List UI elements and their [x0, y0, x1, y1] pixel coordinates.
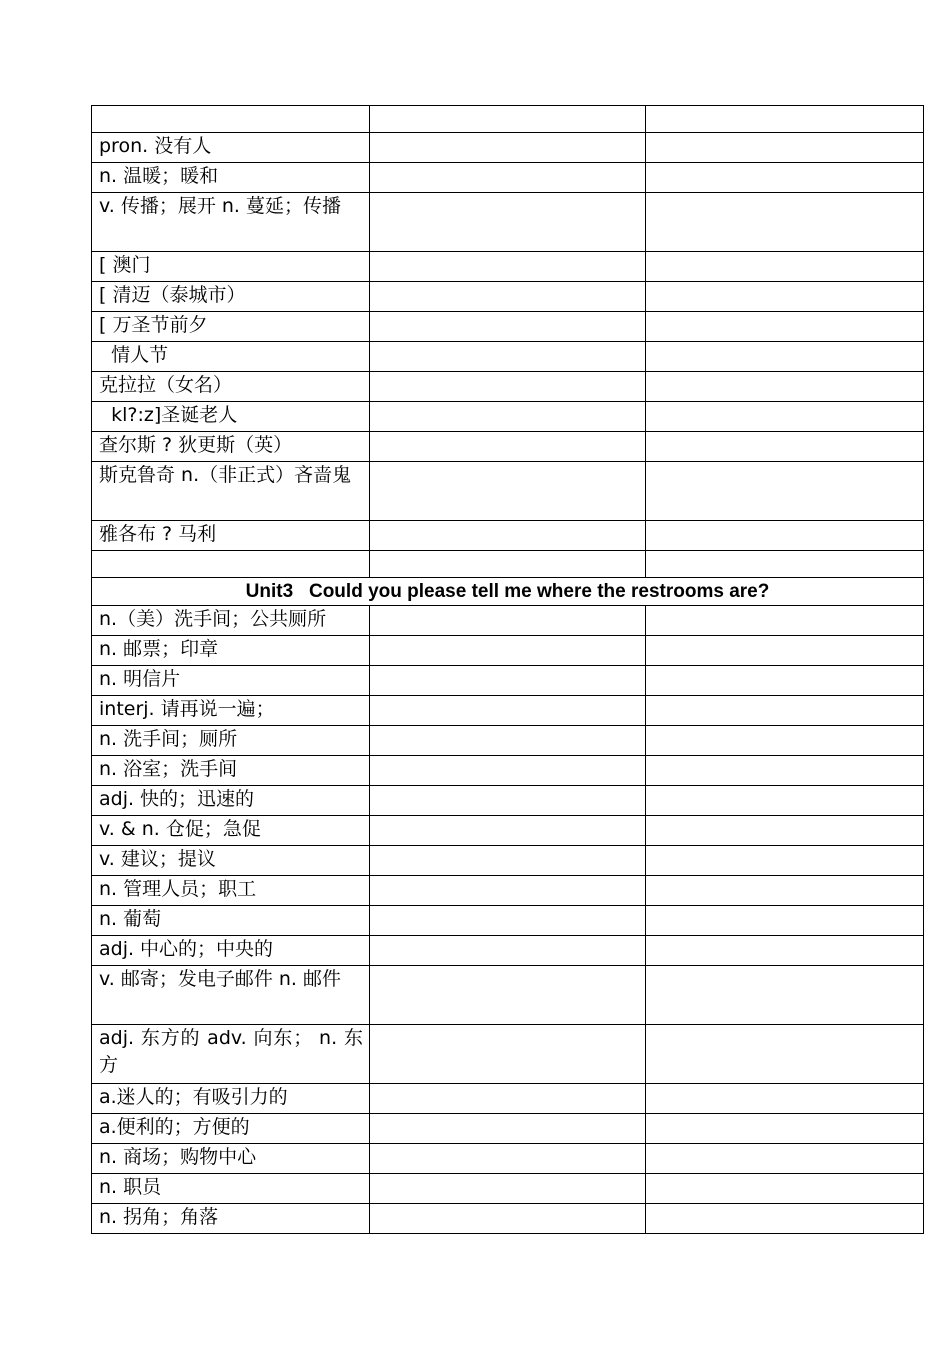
table-row — [92, 1174, 924, 1204]
table-cell — [646, 936, 924, 966]
vocab-meaning: n. 拐角；角落 — [92, 1204, 370, 1234]
vocab-meaning: v. 邮寄；发电子邮件 n. 邮件 — [92, 966, 370, 1025]
table-cell — [370, 163, 646, 193]
vocab-meaning: 克拉拉（女名） — [92, 372, 370, 402]
table-row — [92, 163, 924, 193]
table-cell — [370, 551, 646, 578]
vocab-meaning: 雅各布 ? 马利 — [92, 521, 370, 551]
vocab-meaning: n.（美）洗手间；公共厕所 — [92, 606, 370, 636]
table-cell — [370, 816, 646, 846]
table-cell — [370, 876, 646, 906]
vocab-meaning: [ 万圣节前夕 — [92, 312, 370, 342]
vocab-meaning: a.迷人的；有吸引力的 — [92, 1084, 370, 1114]
vocab-meaning: v. 建议；提议 — [92, 846, 370, 876]
table-cell — [92, 551, 370, 578]
table-row — [92, 462, 924, 521]
table-cell — [370, 432, 646, 462]
table-cell — [646, 726, 924, 756]
vocab-meaning: [ 澳门 — [92, 252, 370, 282]
table-cell — [370, 1174, 646, 1204]
table-cell — [646, 756, 924, 786]
table-cell — [646, 846, 924, 876]
vocab-meaning: n. 职员 — [92, 1174, 370, 1204]
table-cell — [370, 1204, 646, 1234]
table-cell — [646, 282, 924, 312]
table-cell — [370, 756, 646, 786]
table-cell — [646, 666, 924, 696]
vocab-meaning: v. 传播；展开 n. 蔓延；传播 — [92, 193, 370, 252]
table-cell — [646, 372, 924, 402]
table-row — [92, 846, 924, 876]
table-cell — [370, 606, 646, 636]
table-row — [92, 312, 924, 342]
table-cell — [646, 402, 924, 432]
table-row — [92, 106, 924, 133]
table-cell — [646, 966, 924, 1025]
table-row — [92, 521, 924, 551]
table-cell — [92, 106, 370, 133]
table-row — [92, 816, 924, 846]
table-row — [92, 906, 924, 936]
table-cell — [370, 106, 646, 133]
table-cell — [370, 252, 646, 282]
vocab-meaning: interj. 请再说一遍； — [92, 696, 370, 726]
table-cell — [646, 636, 924, 666]
table-row — [92, 282, 924, 312]
table-row — [92, 636, 924, 666]
table-cell — [646, 816, 924, 846]
table-cell — [370, 1084, 646, 1114]
table-cell — [646, 786, 924, 816]
vocab-meaning: a.便利的；方便的 — [92, 1114, 370, 1144]
vocab-meaning: n. 浴室；洗手间 — [92, 756, 370, 786]
table-cell — [646, 462, 924, 521]
table-row — [92, 936, 924, 966]
table-cell — [370, 462, 646, 521]
table-row — [92, 193, 924, 252]
table-cell — [370, 282, 646, 312]
vocab-meaning: n. 邮票；印章 — [92, 636, 370, 666]
table-row — [92, 551, 924, 578]
vocab-meaning: n. 葡萄 — [92, 906, 370, 936]
table-cell — [646, 342, 924, 372]
table-cell — [646, 521, 924, 551]
table-cell — [370, 312, 646, 342]
table-row — [92, 1025, 924, 1084]
table-cell — [370, 133, 646, 163]
table-cell — [646, 1025, 924, 1084]
table-cell — [370, 193, 646, 252]
table-row — [92, 726, 924, 756]
table-cell — [370, 1114, 646, 1144]
table-row — [92, 696, 924, 726]
table-row — [92, 666, 924, 696]
table-row — [92, 756, 924, 786]
vocab-meaning: n. 明信片 — [92, 666, 370, 696]
table-cell — [646, 252, 924, 282]
table-cell — [646, 106, 924, 133]
table-cell — [646, 1144, 924, 1174]
vocab-meaning: adj. 中心的；中央的 — [92, 936, 370, 966]
table-row — [92, 966, 924, 1025]
table-cell — [646, 906, 924, 936]
vocab-meaning: adj. 快的；迅速的 — [92, 786, 370, 816]
table-row — [92, 606, 924, 636]
table-row — [92, 432, 924, 462]
table-row — [92, 372, 924, 402]
vocab-meaning: n. 温暖；暖和 — [92, 163, 370, 193]
table-cell — [370, 521, 646, 551]
vocab-meaning: 查尔斯 ? 狄更斯（英） — [92, 432, 370, 462]
table-cell — [646, 432, 924, 462]
table-cell — [646, 696, 924, 726]
vocab-meaning: kl?:z]圣诞老人 — [92, 402, 370, 432]
table-row — [92, 1114, 924, 1144]
table-row — [92, 252, 924, 282]
table-cell — [646, 1114, 924, 1144]
table-cell — [370, 936, 646, 966]
table-cell — [370, 1025, 646, 1084]
table-cell — [646, 1174, 924, 1204]
table-cell — [646, 133, 924, 163]
table-cell — [646, 312, 924, 342]
table-row — [92, 1084, 924, 1114]
table-cell — [370, 342, 646, 372]
table-cell — [370, 696, 646, 726]
table-cell — [370, 966, 646, 1025]
vocab-meaning: v. & n. 仓促；急促 — [92, 816, 370, 846]
table-cell — [646, 876, 924, 906]
table-row — [92, 342, 924, 372]
table-row — [92, 876, 924, 906]
table-cell — [646, 1204, 924, 1234]
vocab-meaning: n. 洗手间；厕所 — [92, 726, 370, 756]
vocab-meaning: adj. 东方的 adv. 向东； n. 东方 — [92, 1025, 370, 1084]
table-row — [92, 786, 924, 816]
table-row — [92, 402, 924, 432]
table-cell — [646, 1084, 924, 1114]
table-cell — [646, 193, 924, 252]
table-cell — [370, 846, 646, 876]
table-cell — [370, 636, 646, 666]
table-cell — [370, 666, 646, 696]
unit-header-row — [92, 578, 924, 606]
vocab-meaning: [ 清迈（泰城市） — [92, 282, 370, 312]
vocab-meaning: 情人节 — [92, 342, 370, 372]
table-cell — [646, 551, 924, 578]
table-cell — [370, 906, 646, 936]
table-cell — [646, 163, 924, 193]
table-cell — [370, 1144, 646, 1174]
vocab-meaning: n. 管理人员；职工 — [92, 876, 370, 906]
table-cell — [370, 786, 646, 816]
table-cell — [646, 606, 924, 636]
table-row — [92, 1204, 924, 1234]
vocab-meaning: pron. 没有人 — [92, 133, 370, 163]
table-row — [92, 133, 924, 163]
table-cell — [370, 402, 646, 432]
table-row — [92, 1144, 924, 1174]
vocab-meaning: n. 商场；购物中心 — [92, 1144, 370, 1174]
vocab-meaning: 斯克鲁奇 n.（非正式）吝啬鬼 — [92, 462, 370, 521]
table-cell — [370, 726, 646, 756]
vocabulary-table — [91, 105, 924, 1234]
table-cell — [370, 372, 646, 402]
unit-title: Unit3 Could you please tell me where the restrooms are? — [92, 578, 924, 606]
